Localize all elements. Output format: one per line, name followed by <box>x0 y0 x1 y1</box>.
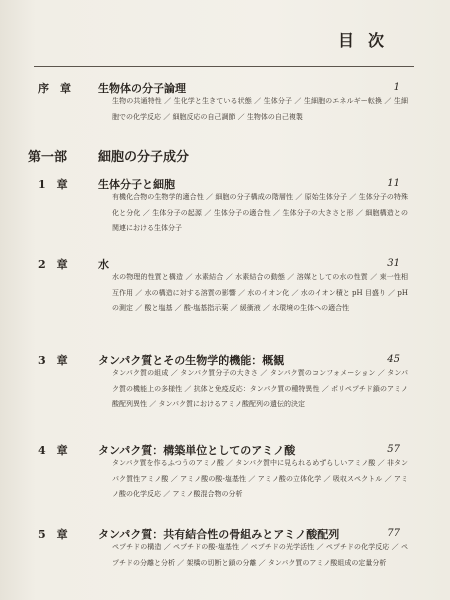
chapter-page: 45 <box>387 354 400 365</box>
chapter-number: 2 章 <box>38 258 68 271</box>
chapter-number: 序 章 <box>38 82 71 95</box>
chapter-page: 1 <box>393 82 400 93</box>
chapter-title: 生物体の分子論理 <box>98 82 186 95</box>
chapter-number: 5 章 <box>38 528 68 541</box>
chapter-number: 4 章 <box>38 444 68 457</box>
chapter-title: タンパク質とその生物学的機能：概観 <box>98 354 285 367</box>
chapter-title: 水 <box>98 258 109 271</box>
chapter-page: 31 <box>387 258 400 269</box>
chapter-page: 57 <box>387 444 400 455</box>
chapter-topics: タンパク質の組成 ／ タンパク質分子の大きさ ／ タンパク質のコンフォメーション ／ タンパク質の機能上の多様性 ／ 抗体と免疫反応：タンパク質の種特異性 ／ ポリペプチド鎖のアミノ酸配列異性 ／ タンパク質におけるアミノ酸配列の遺伝的決定 <box>112 369 408 408</box>
chapter-page: 77 <box>387 528 400 539</box>
chapter-page: 11 <box>387 178 400 189</box>
chapter-number: 1 章 <box>38 178 68 191</box>
chapter-number: 3 章 <box>38 354 68 367</box>
header-rule <box>34 66 414 67</box>
part-title: 細胞の分子成分 <box>98 150 190 165</box>
chapter-topics: ペプチドの構造 ／ ペプチドの酸‐塩基性 ／ ペプチドの光学活性 ／ ペプチドの化学反応 ／ ペプチドの分離と分析 ／ 架橋の切断と鎖の分離 ／ タンパク質のアミノ酸組成の定量分析 <box>112 543 408 567</box>
page-title: 目次 <box>337 31 398 50</box>
chapter-topics: 水の物理的性質と構造 ／ 水素結合 ／ 水素結合の動態 ／ 溶媒としての水の性質 ／ 束一性相互作用 ／ 水の構造に対する溶質の影響 ／ 水のイオン化 ／ 水のイオン積と pH 目盛り ／ pH の測定 ／ 酸と塩基 ／ 酸‐塩基指示薬 ／ 緩衝液 ／ 水環境の生体への適合性 <box>112 273 408 312</box>
chapter-title: タンパク質：構築単位としてのアミノ酸 <box>98 444 296 457</box>
chapter-topics: タンパク質を作るふつうのアミノ酸 ／ タンパク質中に見られるめずらしいアミノ酸 ／ 非タンパク質性アミノ酸 ／ アミノ酸の酸‐塩基性 ／ アミノ酸の立体化学 ／ 吸収スペクトル ／ アミノ酸の化学反応 ／ アミノ酸混合物の分析 <box>112 459 408 498</box>
chapter-topics: 生物の共通特性 ／ 生化学と生きている状態 ／ 生体分子 ／ 生細胞のエネルギー転換 ／ 生細胞での化学反応 ／ 細胞反応の自己調節 ／ 生物体の自己複製 <box>112 97 408 121</box>
chapter-title: 生体分子と細胞 <box>98 178 175 191</box>
chapter-topics: 有機化合物の生物学的適合性 ／ 細胞の分子構成の階層性 ／ 原始生体分子 ／ 生体分子の特殊化と分化 ／ 生体分子の起源 ／ 生体分子の適合性 ／ 生体分子の大きさと形 ／ 細胞構造との関連における生体分子 <box>112 193 408 232</box>
chapter-title: タンパク質：共有結合性の骨組みとアミノ酸配列 <box>98 528 340 541</box>
part-number: 第一部 <box>28 150 68 165</box>
